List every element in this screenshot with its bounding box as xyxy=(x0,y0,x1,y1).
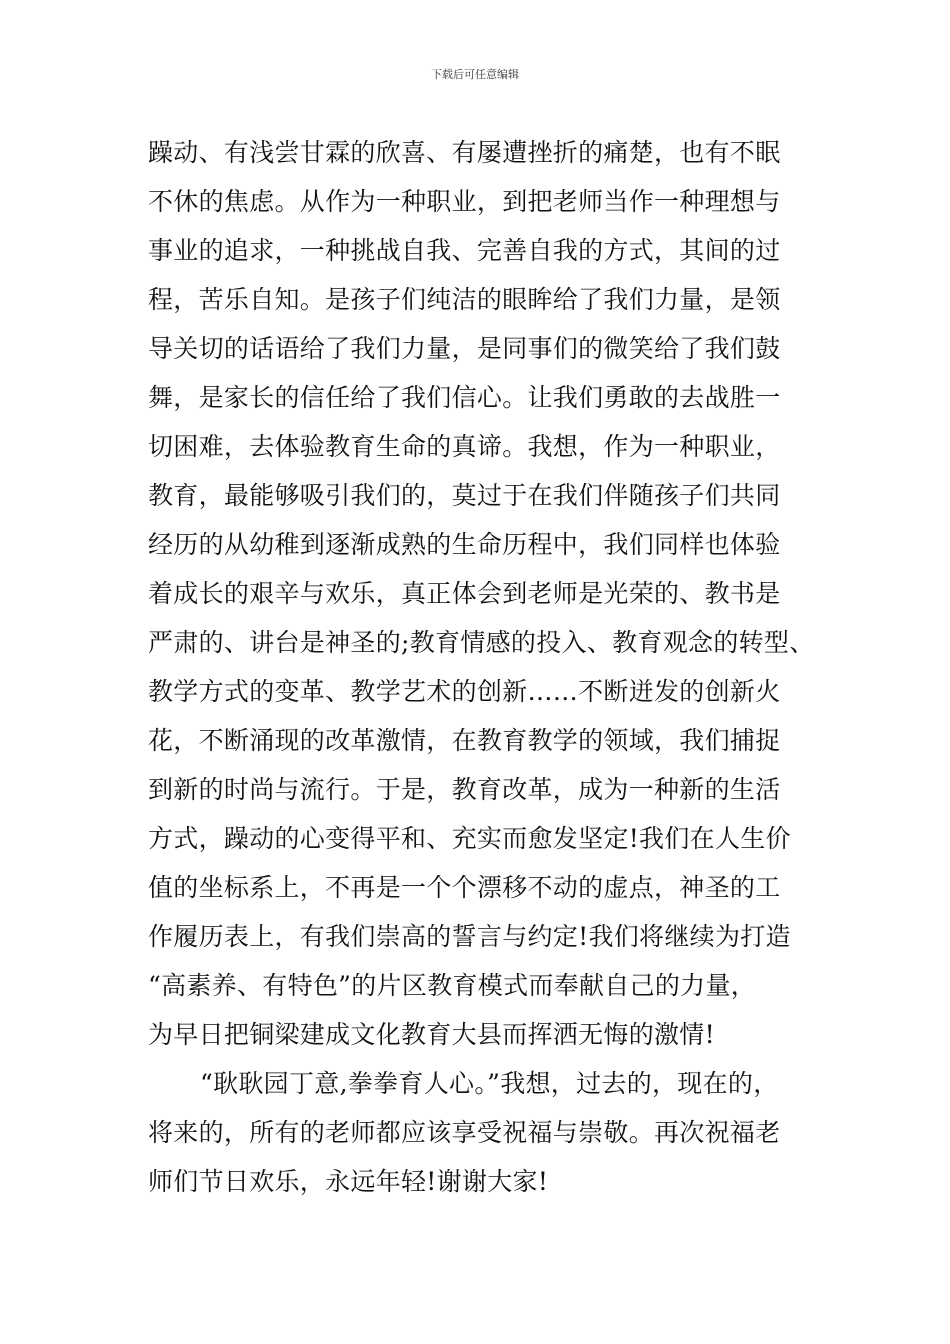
text-line: 作履历表上，有我们崇高的誓言与约定!我们将继续为打造 xyxy=(148,922,791,951)
paragraph-start-line: “耿耿园丁意,拳拳育人心。”我想，过去的，现在的， xyxy=(200,1069,779,1098)
text-line: 将来的，所有的老师都应该享受祝福与崇敬。再次祝福老 xyxy=(148,1118,781,1147)
text-line: 严肃的、讲台是神圣的;教育情感的投入、教育观念的转型、 xyxy=(148,628,815,657)
text-line: 着成长的艰辛与欢乐，真正体会到老师是光荣的、教书是 xyxy=(148,579,781,608)
text-line: 经历的从幼稚到逐渐成熟的生命历程中，我们同样也体验 xyxy=(148,530,781,559)
text-line: 躁动、有浅尝甘霖的欣喜、有屡遭挫折的痛楚，也有不眠 xyxy=(148,138,781,167)
text-line: 方式，躁动的心变得平和、充实而愈发坚定!我们在人生价 xyxy=(148,824,791,853)
text-line: 导关切的话语给了我们力量，是同事们的微笑给了我们鼓 xyxy=(148,334,781,363)
text-line: 舞，是家长的信任给了我们信心。让我们勇敢的去战胜一 xyxy=(148,383,781,412)
header-note: 下载后可任意编辑 xyxy=(431,68,519,81)
text-line: 不休的焦虑。从作为一种职业，到把老师当作一种理想与 xyxy=(148,187,781,216)
text-line: “高素养、有特色”的片区教育模式而奉献自己的力量， xyxy=(148,971,757,1000)
text-line: 事业的追求，一种挑战自我、完善自我的方式，其间的过 xyxy=(148,236,781,265)
text-line: 教育，最能够吸引我们的，莫过于在我们伴随孩子们共同 xyxy=(148,481,781,510)
text-line: 切困难，去体验教育生命的真谛。我想，作为一种职业， xyxy=(148,432,781,461)
text-line: 为早日把铜梁建成文化教育大县而挥洒无悔的激情! xyxy=(148,1020,715,1049)
body-text xyxy=(148,128,848,1206)
text-line: 教学方式的变革、教学艺术的创新……不断迸发的创新火 xyxy=(148,677,781,706)
text-line: 程，苦乐自知。是孩子们纯洁的眼眸给了我们力量，是领 xyxy=(148,285,781,314)
text-line: 到新的时尚与流行。于是，教育改革，成为一种新的生活 xyxy=(148,775,781,804)
text-line: 花，不断涌现的改革激情，在教育教学的领域，我们捕捉 xyxy=(148,726,781,755)
text-line: 值的坐标系上，不再是一个个漂移不动的虚点，神圣的工 xyxy=(148,873,781,902)
text-line: 师们节日欢乐，永远年轻!谢谢大家! xyxy=(148,1167,549,1196)
